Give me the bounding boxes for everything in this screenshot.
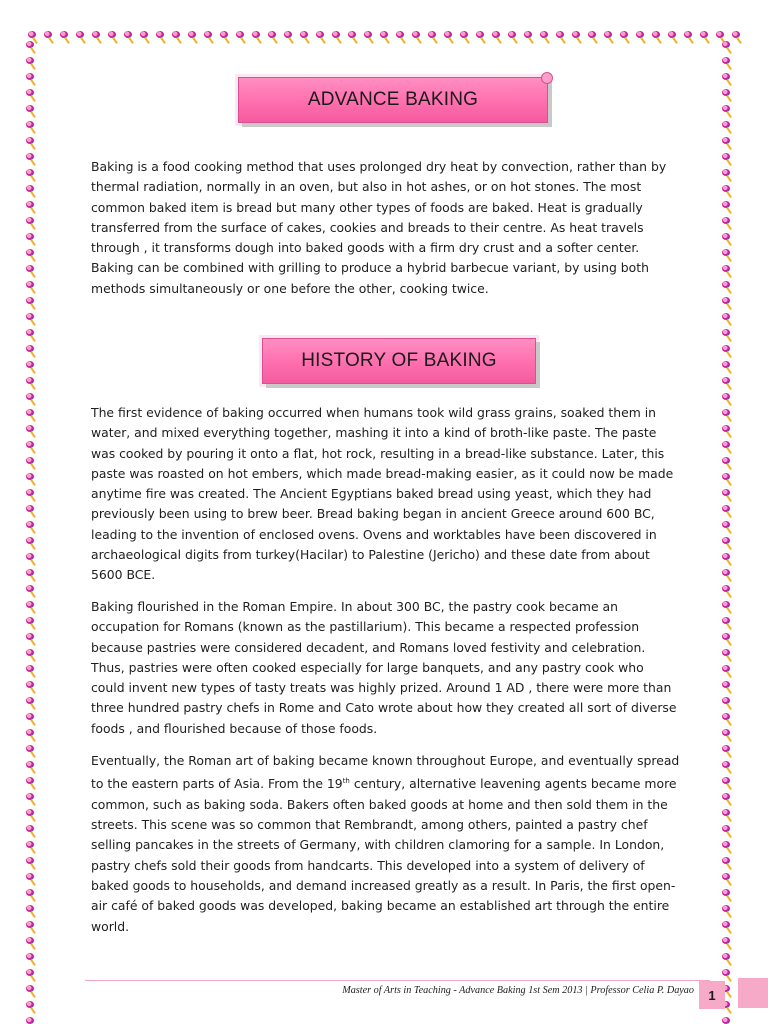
- candy-ornament: [720, 840, 734, 854]
- candy-ornament: [24, 168, 38, 182]
- candy-ornament: [720, 328, 734, 342]
- candy-ornament: [24, 200, 38, 214]
- candy-ornament: [218, 30, 232, 44]
- candy-ornament: [720, 408, 734, 422]
- decorative-border-right: [720, 40, 738, 1024]
- candy-ornament: [720, 264, 734, 278]
- candy-ornament: [720, 296, 734, 310]
- candy-ornament: [24, 872, 38, 886]
- candy-ornament: [720, 424, 734, 438]
- candy-ornament: [24, 680, 38, 694]
- candy-ornament: [24, 280, 38, 294]
- candy-ornament: [24, 472, 38, 486]
- candy-ornament: [720, 888, 734, 902]
- candy-ornament: [24, 312, 38, 326]
- candy-ornament: [282, 30, 296, 44]
- candy-ornament: [394, 30, 408, 44]
- candy-ornament: [24, 520, 38, 534]
- candy-ornament: [24, 984, 38, 998]
- candy-ornament: [122, 30, 136, 44]
- candy-ornament: [720, 120, 734, 134]
- heading-advance-baking: [238, 77, 548, 123]
- candy-ornament: [24, 552, 38, 566]
- candy-ornament: [720, 216, 734, 230]
- candy-ornament: [24, 392, 38, 406]
- candy-ornament: [720, 696, 734, 710]
- candy-ornament: [24, 1000, 38, 1014]
- candy-ornament: [720, 1016, 734, 1024]
- candy-ornament: [720, 664, 734, 678]
- candy-ornament: [346, 30, 360, 44]
- candy-ornament: [24, 360, 38, 374]
- candy-ornament: [522, 30, 536, 44]
- candy-ornament: [602, 30, 616, 44]
- candy-ornament: [24, 376, 38, 390]
- paragraph-history-1: The first evidence of baking occurred when humans took wild grass grains, soaked them in water, and mixed everything together, mashing it into a kind of broth-like paste. The paste was cooked by pouring it onto a flat, hot rock, resulting in a bread-like substance. Later, this paste was roasted on hot embers, which made bread-making easier, as it could now be made anytime fire was created. The Ancient Egyptians baked bread using yeast, which they had previously been using to brew beer. Bread baking began in ancient Greece around 600 BC, leading to the invention of enclosed ovens. Ovens and worktables have been discovered in archaeological digits from turkey(Hacilar) to Palestine (Jericho) and these date from about 5600 BCE.: [91, 405, 674, 583]
- candy-ornament: [24, 296, 38, 310]
- paragraph-intro: Baking is a food cooking method that uses prolonged dry heat by convection, rather than by thermal radiation, normally in an oven, but also in hot ashes, or on hot stones. The most common baked item is bread but many other types of foods are baked. Heat is gradually transferred from the surface of cakes, cookies and breads to their centre. As heat travels through , it transforms dough into baked goods with a firm dry crust and a softer center. Baking can be combined with grilling to produce a hybrid barbecue variant, by using both methods simultaneously or one before the other, cooking twice.: [91, 159, 667, 296]
- footer-divider: [85, 980, 710, 981]
- candy-ornament: [24, 408, 38, 422]
- candy-ornament: [24, 328, 38, 342]
- candy-ornament: [720, 360, 734, 374]
- candy-ornament: [24, 744, 38, 758]
- page-number: 1: [699, 981, 725, 1009]
- candy-ornament: [720, 616, 734, 630]
- candy-ornament: [24, 968, 38, 982]
- candy-ornament: [24, 648, 38, 662]
- candy-ornament: [720, 904, 734, 918]
- candy-ornament: [24, 56, 38, 70]
- candy-ornament: [720, 952, 734, 966]
- decorative-border-left: [24, 40, 42, 1024]
- candy-ornament: [24, 88, 38, 102]
- candy-ornament: [720, 168, 734, 182]
- candy-ornament: [24, 1016, 38, 1024]
- candy-ornament: [650, 30, 664, 44]
- ordinal-suffix: th: [342, 777, 350, 786]
- candy-ornament: [24, 504, 38, 518]
- candy-ornament: [186, 30, 200, 44]
- candy-ornament: [720, 536, 734, 550]
- candy-ornament: [24, 760, 38, 774]
- candy-ornament: [720, 760, 734, 774]
- page-corner-tab: [738, 978, 768, 1008]
- candy-ornament: [24, 136, 38, 150]
- candy-ornament: [24, 568, 38, 582]
- candy-ornament: [24, 456, 38, 470]
- candy-ornament: [314, 30, 328, 44]
- candy-ornament: [720, 552, 734, 566]
- candy-ornament: [490, 30, 504, 44]
- candy-ornament: [720, 568, 734, 582]
- candy-ornament: [666, 30, 680, 44]
- candy-ornament: [42, 30, 56, 44]
- candy-ornament: [24, 776, 38, 790]
- candy-ornament: [298, 30, 312, 44]
- candy-ornament: [720, 808, 734, 822]
- candy-ornament: [24, 952, 38, 966]
- paragraph-history-2: Baking flourished in the Roman Empire. In about 300 BC, the pastry cook became an occupation for Romans (known as the pastillarium). This became a respected profession because pastries were considered decadent, and Romans loved festivity and celebration. Thus, pastries were often cooked especially for large banquets, and any pastry cook who could invent new types of tasty treats was highly prized. Around 1 AD , there were more than three hundred pastry chefs in Rome and Cato wrote about how they created all sort of diverse foods , and flourished because of those foods.: [91, 599, 677, 736]
- candy-ornament: [720, 872, 734, 886]
- candy-ornament: [720, 584, 734, 598]
- candy-ornament: [24, 216, 38, 230]
- candy-ornament: [720, 392, 734, 406]
- heading-history-of-baking: [262, 338, 536, 384]
- candy-ornament: [378, 30, 392, 44]
- candy-ornament: [720, 488, 734, 502]
- candy-ornament: [720, 520, 734, 534]
- candy-ornament: [24, 248, 38, 262]
- candy-ornament: [24, 840, 38, 854]
- candy-ornament: [720, 728, 734, 742]
- candy-ornament: [720, 472, 734, 486]
- candy-ornament: [24, 184, 38, 198]
- candy-ornament: [720, 232, 734, 246]
- heading-text: HISTORY OF BAKING: [301, 350, 497, 371]
- candy-ornament: [24, 856, 38, 870]
- candy-ornament: [24, 264, 38, 278]
- candy-ornament: [720, 456, 734, 470]
- candy-ornament: [24, 424, 38, 438]
- candy-ornament: [202, 30, 216, 44]
- candy-ornament: [362, 30, 376, 44]
- candy-ornament: [570, 30, 584, 44]
- candy-ornament: [234, 30, 248, 44]
- candy-ornament: [24, 488, 38, 502]
- candy-ornament: [720, 88, 734, 102]
- heading-text: ADVANCE BAKING: [307, 89, 479, 110]
- candy-ornament: [506, 30, 520, 44]
- candy-ornament: [24, 632, 38, 646]
- candy-ornament: [426, 30, 440, 44]
- candy-ornament: [720, 440, 734, 454]
- footer-caption: Master of Arts in Teaching - Advance Baking 1st Sem 2013 | Professor Celia P. Dayao: [342, 985, 694, 996]
- candy-ornament: [24, 888, 38, 902]
- candy-ornament: [720, 936, 734, 950]
- scroll-curl-decoration: [541, 72, 553, 84]
- candy-ornament: [24, 664, 38, 678]
- candy-ornament: [720, 504, 734, 518]
- candy-ornament: [24, 824, 38, 838]
- decorative-border-top: [26, 30, 746, 48]
- candy-ornament: [24, 936, 38, 950]
- candy-ornament: [330, 30, 344, 44]
- candy-ornament: [720, 312, 734, 326]
- candy-ornament: [24, 344, 38, 358]
- candy-ornament: [720, 920, 734, 934]
- candy-ornament: [554, 30, 568, 44]
- candy-ornament: [720, 280, 734, 294]
- candy-ornament: [720, 856, 734, 870]
- candy-ornament: [474, 30, 488, 44]
- candy-ornament: [106, 30, 120, 44]
- candy-ornament: [720, 104, 734, 118]
- candy-ornament: [24, 792, 38, 806]
- candy-ornament: [720, 680, 734, 694]
- candy-ornament: [720, 200, 734, 214]
- candy-ornament: [250, 30, 264, 44]
- candy-ornament: [720, 152, 734, 166]
- candy-ornament: [720, 184, 734, 198]
- candy-ornament: [58, 30, 72, 44]
- candy-ornament: [586, 30, 600, 44]
- candy-ornament: [720, 968, 734, 982]
- candy-ornament: [458, 30, 472, 44]
- candy-ornament: [720, 136, 734, 150]
- candy-ornament: [698, 30, 712, 44]
- candy-ornament: [154, 30, 168, 44]
- candy-ornament: [24, 440, 38, 454]
- candy-ornament: [24, 72, 38, 86]
- candy-ornament: [170, 30, 184, 44]
- candy-ornament: [442, 30, 456, 44]
- candy-ornament: [24, 616, 38, 630]
- candy-ornament: [634, 30, 648, 44]
- candy-ornament: [24, 808, 38, 822]
- candy-ornament: [266, 30, 280, 44]
- candy-ornament: [138, 30, 152, 44]
- candy-ornament: [24, 536, 38, 550]
- candy-ornament: [618, 30, 632, 44]
- candy-ornament: [24, 152, 38, 166]
- candy-ornament: [720, 248, 734, 262]
- candy-ornament: [24, 232, 38, 246]
- candy-ornament: [720, 712, 734, 726]
- candy-ornament: [410, 30, 424, 44]
- candy-ornament: [24, 40, 38, 54]
- candy-ornament: [24, 920, 38, 934]
- candy-ornament: [24, 728, 38, 742]
- candy-ornament: [24, 120, 38, 134]
- candy-ornament: [720, 632, 734, 646]
- candy-ornament: [720, 648, 734, 662]
- candy-ornament: [720, 600, 734, 614]
- candy-ornament: [720, 344, 734, 358]
- candy-ornament: [720, 744, 734, 758]
- candy-ornament: [90, 30, 104, 44]
- paragraph-history-3: Eventually, the Roman art of baking became known throughout Europe, and eventually spread to the eastern parts of Asia. From the 19th century, alternative leavening agents became more common, such as baking soda. Bakers often baked goods at home and then sold them in the streets. This scene was so common that Rembrandt, among others, painted a pastry chef selling pancakes in the streets of Germany, with children clamoring for a sample. In London, pastry chefs sold their goods from handcarts. This developed into a system of delivery of baked goods to households, and demand increased greatly as a result. In Paris, the first open-air café of baked goods was developed, baking became an established art through the entire world.: [91, 753, 680, 934]
- candy-ornament: [682, 30, 696, 44]
- candy-ornament: [24, 584, 38, 598]
- candy-ornament: [720, 72, 734, 86]
- candy-ornament: [538, 30, 552, 44]
- candy-ornament: [74, 30, 88, 44]
- candy-ornament: [24, 600, 38, 614]
- candy-ornament: [24, 904, 38, 918]
- candy-ornament: [720, 824, 734, 838]
- candy-ornament: [720, 776, 734, 790]
- candy-ornament: [24, 712, 38, 726]
- candy-ornament: [24, 104, 38, 118]
- candy-ornament: [24, 696, 38, 710]
- candy-ornament: [720, 56, 734, 70]
- candy-ornament: [720, 792, 734, 806]
- candy-ornament: [720, 40, 734, 54]
- candy-ornament: [720, 376, 734, 390]
